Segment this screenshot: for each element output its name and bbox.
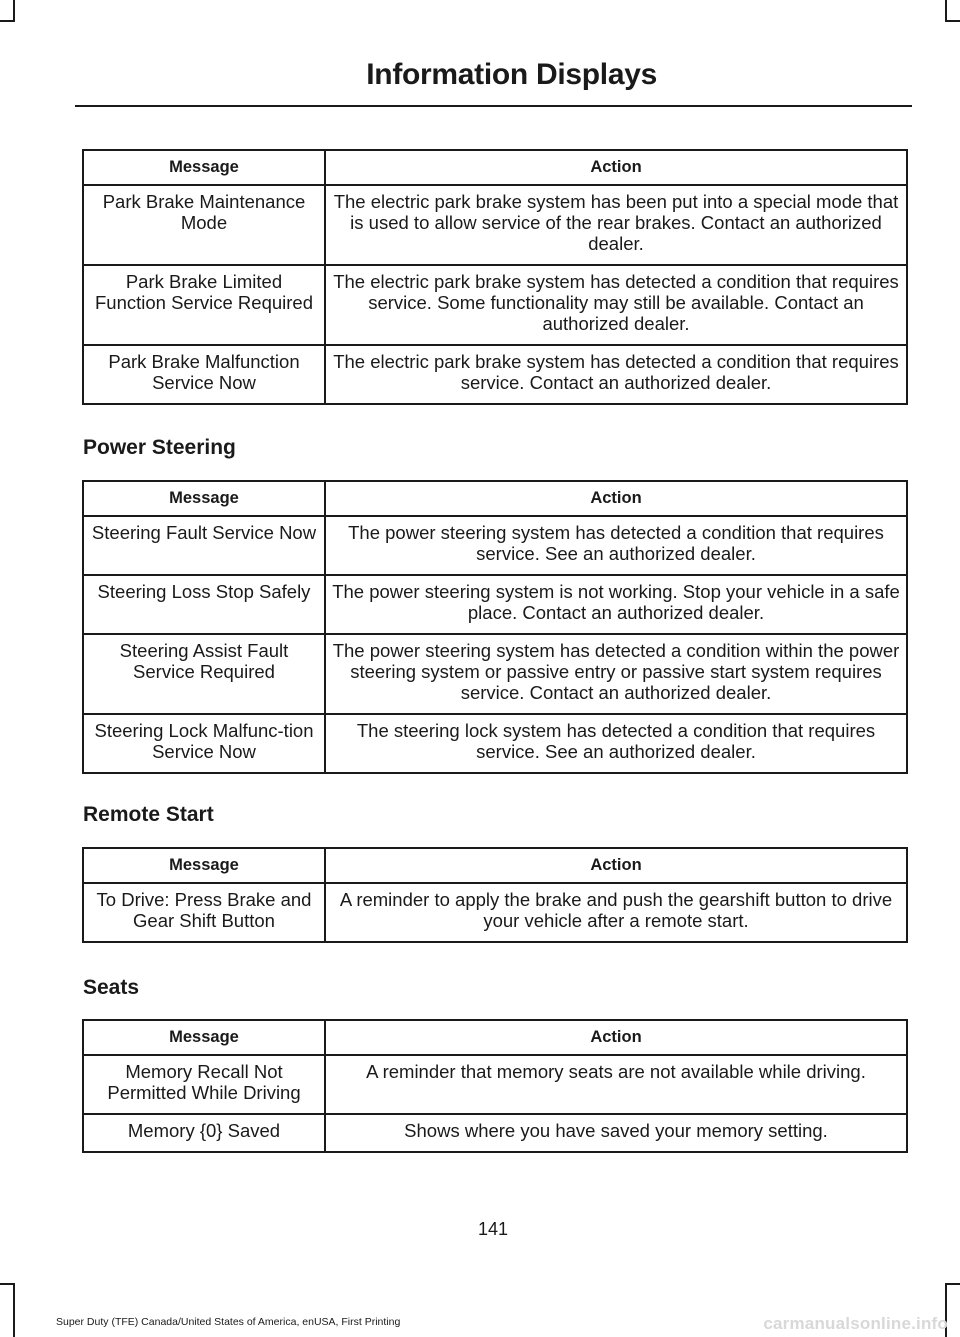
table-row: [83, 516, 907, 575]
table-row: [83, 1114, 907, 1152]
table-row: [83, 185, 907, 265]
message-cell: Steering Fault Service Now: [83, 516, 325, 575]
table-row: [83, 265, 907, 345]
message-cell: Park Brake Limited Function Service Required: [83, 265, 325, 345]
action-cell: The electric park brake system has detected a condition that requires service. Some functionality may still be available. Contact an authorized dealer.: [325, 265, 907, 345]
table-row: [83, 714, 907, 773]
action-cell: A reminder to apply the brake and push the gearshift button to drive your vehicle after a remote start.: [325, 883, 907, 942]
column-header-action: Action: [325, 150, 907, 185]
table-header-row: [83, 1020, 907, 1055]
message-cell: To Drive: Press Brake and Gear Shift Button: [83, 883, 325, 942]
table-row: [83, 1055, 907, 1114]
section-title-power-steering: Power Steering: [83, 436, 236, 459]
crop-mark-top-right: [945, 0, 947, 22]
action-cell: The power steering system has detected a condition that requires service. See an authorized dealer.: [325, 516, 907, 575]
table-header-row: [83, 848, 907, 883]
header-divider: [75, 105, 912, 107]
footer-text: Super Duty (TFE) Canada/United States of America, enUSA, First Printing: [56, 1316, 401, 1328]
table-row: [83, 345, 907, 404]
page-title: Information Displays: [366, 58, 657, 91]
column-header-message: Message: [83, 848, 325, 883]
action-cell: The power steering system is not working. Stop your vehicle in a safe place. Contact an authorized dealer.: [325, 575, 907, 634]
message-cell: Memory {0} Saved: [83, 1114, 325, 1152]
column-header-message: Message: [83, 150, 325, 185]
power-steering-message-table: [82, 480, 908, 774]
crop-mark-bottom-right: [945, 1283, 960, 1285]
message-cell: Park Brake Malfunction Service Now: [83, 345, 325, 404]
action-cell: The electric park brake system has detected a condition that requires service. Contact an authorized dealer.: [325, 345, 907, 404]
message-cell: Steering Assist Fault Service Required: [83, 634, 325, 714]
action-cell: A reminder that memory seats are not available while driving.: [325, 1055, 907, 1114]
table-header-row: [83, 150, 907, 185]
crop-mark-bottom-left: [13, 1283, 15, 1337]
watermark: carmanualsonline.info: [763, 1314, 948, 1333]
crop-mark-top-right: [945, 20, 960, 22]
action-cell: The power steering system has detected a condition within the power steering system or passive entry or passive start system requires service. Contact an authorized dealer.: [325, 634, 907, 714]
crop-mark-top-left: [13, 0, 15, 22]
message-cell: Steering Loss Stop Safely: [83, 575, 325, 634]
crop-mark-bottom-left: [0, 1283, 15, 1285]
column-header-message: Message: [83, 1020, 325, 1055]
message-cell: Memory Recall Not Permitted While Driving: [83, 1055, 325, 1114]
message-cell: Park Brake Maintenance Mode: [83, 185, 325, 265]
column-header-action: Action: [325, 848, 907, 883]
table-row: [83, 575, 907, 634]
park-brake-message-table: [82, 149, 908, 405]
message-cell: Steering Lock Malfunc-tion Service Now: [83, 714, 325, 773]
column-header-action: Action: [325, 481, 907, 516]
section-title-seats: Seats: [83, 976, 140, 999]
table-row: [83, 634, 907, 714]
remote-start-message-table: [82, 847, 908, 943]
table-row: [83, 883, 907, 942]
action-cell: Shows where you have saved your memory setting.: [325, 1114, 907, 1152]
column-header-message: Message: [83, 481, 325, 516]
column-header-action: Action: [325, 1020, 907, 1055]
seats-message-table: [82, 1019, 908, 1153]
table-header-row: [83, 481, 907, 516]
action-cell: The steering lock system has detected a condition that requires service. See an authorized dealer.: [325, 714, 907, 773]
action-cell: The electric park brake system has been put into a special mode that is used to allow service of the rear brakes. Contact an authorized dealer.: [325, 185, 907, 265]
crop-mark-top-left: [0, 20, 15, 22]
page-number: 141: [477, 1219, 509, 1239]
section-title-remote-start: Remote Start: [83, 803, 214, 826]
